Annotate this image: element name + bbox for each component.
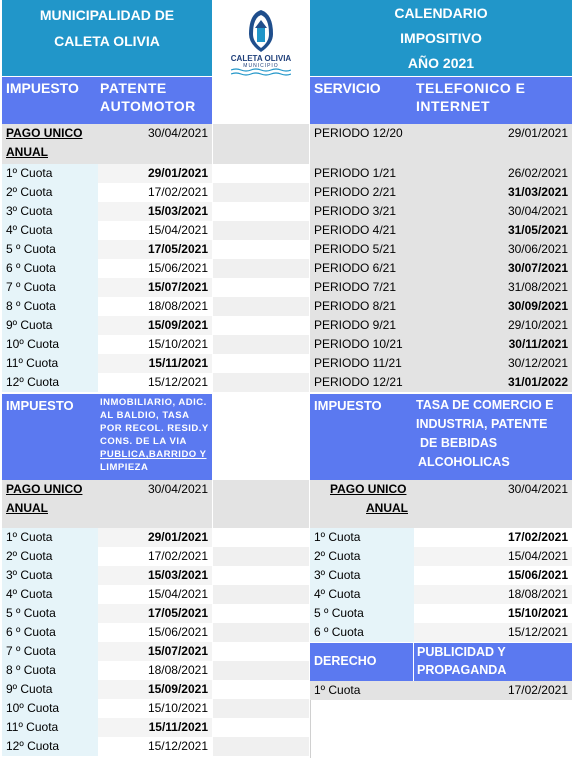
publicidad-desc-line2: PROPAGANDA — [417, 663, 507, 677]
telefonico-row-label: PERIODO 11/21 — [314, 356, 402, 370]
inmobiliario-row-date: 15/07/2021 — [147, 644, 208, 658]
inmobiliario-header — [2, 394, 212, 480]
patente-impuesto-label: IMPUESTO — [6, 80, 79, 96]
patente-row-label: 8 º Cuota — [6, 299, 56, 313]
inmobiliario-row-date: 15/11/2021 — [148, 720, 208, 734]
inmobiliario-row-label: 11º Cuota — [6, 720, 59, 734]
telefonico-row-label: PERIODO 6/21 — [314, 261, 397, 275]
publicidad-derecho-label: DERECHO — [314, 654, 377, 668]
mid-row-bg — [213, 604, 309, 623]
mid-row-bg — [213, 183, 309, 202]
mid-row-bg — [213, 373, 309, 392]
mid-row-bg — [213, 278, 309, 297]
patente-row-date: 15/11/2021 — [148, 356, 208, 370]
mid-header-gap — [213, 394, 309, 480]
publicidad-header — [310, 643, 572, 681]
logo-area — [213, 0, 309, 76]
comercio-row-label: 2º Cuota — [314, 549, 361, 563]
patente-row-label: 3º Cuota — [6, 204, 53, 218]
patente-row-date: 15/04/2021 — [147, 223, 208, 237]
mid-row-bg — [213, 259, 309, 278]
inmobiliario-row-date: 15/03/2021 — [147, 568, 208, 582]
patente-row-label: 12º Cuota — [6, 375, 60, 389]
calendar-title-line2: IMPOSITIVO — [400, 30, 482, 46]
mid-row-bg — [213, 202, 309, 221]
publicidad-row-date: 17/02/2021 — [507, 683, 568, 697]
mid-row-bg — [213, 585, 309, 604]
mid-row-bg — [213, 737, 309, 756]
inmobiliario-row-label: 12º Cuota — [6, 739, 60, 753]
comercio-desc-line4: ALCOHOLICAS — [418, 455, 510, 469]
inmobiliario-row-label: 7 º Cuota — [6, 644, 56, 658]
inmobiliario-row-label: 8 º Cuota — [6, 663, 56, 677]
patente-row-date: 15/07/2021 — [147, 280, 208, 294]
patente-row-label: 2º Cuota — [6, 185, 53, 199]
mid-row-bg — [213, 661, 309, 680]
inmobiliario-row-date: 15/12/2021 — [147, 739, 208, 753]
patente-row-label: 7 º Cuota — [6, 280, 56, 294]
top-mid-grey — [213, 124, 309, 164]
telefonico-row-label: PERIODO 2/21 — [314, 185, 397, 199]
mid-row-bg — [213, 240, 309, 259]
inmobiliario-pago-unico-line2: ANUAL — [6, 501, 48, 515]
comercio-impuesto-label: IMPUESTO — [314, 398, 382, 413]
patente-row-label: 5 º Cuota — [6, 242, 56, 256]
comercio-pago-unico-line1: PAGO UNICO — [330, 482, 407, 496]
telefonico-row-label: PERIODO 9/21 — [314, 318, 397, 332]
telefonico-row-label: PERIODO 12/21 — [314, 375, 403, 389]
patente-row-date: 15/03/2021 — [147, 204, 208, 218]
comercio-pago-unico-date: 30/04/2021 — [507, 482, 568, 496]
inmobiliario-row-label: 3º Cuota — [6, 568, 53, 582]
patente-row-date: 15/10/2021 — [147, 337, 208, 351]
comercio-row-date: 17/02/2021 — [507, 530, 568, 544]
comercio-row-label: 5 º Cuota — [314, 606, 364, 620]
inmobiliario-desc-line2: AL BALDIO, TASA — [100, 410, 190, 421]
telefonico-row-date: 30/06/2021 — [507, 242, 568, 256]
waves-icon — [231, 68, 291, 76]
mid-row-bg — [213, 335, 309, 354]
patente-row-label: 11º Cuota — [6, 356, 59, 370]
inmobiliario-desc-line5: PUBLICA,BARRIDO Y — [100, 449, 207, 460]
telefonico-row-date: 29/01/2021 — [507, 126, 568, 140]
municipality-title-line1: MUNICIPALIDAD DE — [39, 7, 175, 23]
patente-pago-unico-line1: PAGO UNICO — [6, 126, 83, 140]
patente-row-date: 15/06/2021 — [147, 261, 208, 275]
mid-row-bg — [213, 221, 309, 240]
mid-row-bg — [213, 547, 309, 566]
comercio-header — [310, 394, 572, 480]
inmobiliario-row-date: 15/06/2021 — [147, 625, 208, 639]
logo-text: CALETA OLIVIA — [230, 54, 292, 63]
comercio-desc — [416, 396, 554, 472]
inmobiliario-row-date: 15/04/2021 — [147, 587, 208, 601]
telefonico-row-label: PERIODO 1/21 — [314, 166, 397, 180]
telefonico-row-label: PERIODO 8/21 — [314, 299, 397, 313]
telefonico-row-date: 30/09/2021 — [507, 299, 568, 313]
patente-row-date: 17/02/2021 — [147, 185, 208, 199]
mid-row-bg — [213, 642, 309, 661]
publicidad-desc-divider — [413, 643, 414, 681]
inmobiliario-row-date: 29/01/2021 — [147, 530, 208, 544]
telefonico-row-date: 26/02/2021 — [507, 166, 568, 180]
inmobiliario-desc — [100, 396, 209, 474]
telefonico-row-date: 30/11/2021 — [508, 337, 568, 351]
mid-row-bg — [213, 164, 309, 183]
comercio-pago-unico-line2: ANUAL — [366, 501, 408, 515]
telefonico-row-date: 31/01/2022 — [507, 375, 568, 389]
header-right — [310, 0, 572, 76]
comercio-desc-line1: TASA DE COMERCIO E — [416, 398, 554, 412]
inmobiliario-pago-unico-line1: PAGO UNICO — [6, 482, 83, 496]
inmobiliario-desc-line3: POR RECOL. RESID.Y — [100, 423, 209, 434]
telefonico-row-date: 29/10/2021 — [507, 318, 568, 332]
comercio-row-label: 1º Cuota — [314, 530, 361, 544]
mid-row-bg — [213, 316, 309, 335]
header-gap-white — [213, 77, 309, 124]
inmobiliario-impuesto-label: IMPUESTO — [6, 398, 74, 413]
telefonico-row-date: 30/07/2021 — [507, 261, 568, 275]
mid-row-bg — [213, 680, 309, 699]
comercio-row-date: 15/12/2021 — [507, 625, 568, 639]
telefonico-row-label: PERIODO 7/21 — [314, 280, 397, 294]
telefonico-row-label: PERIODO 4/21 — [314, 223, 397, 237]
telefonico-header — [310, 77, 572, 124]
patente-row-label: 6 º Cuota — [6, 261, 56, 275]
publicidad-row-label: 1º Cuota — [314, 683, 361, 697]
patente-pago-unico-line2: ANUAL — [6, 145, 48, 159]
mid-row-bg — [213, 297, 309, 316]
municipality-title-line2: CALETA OLIVIA — [54, 33, 160, 49]
comercio-row-label: 3º Cuota — [314, 568, 361, 582]
patente-row-date: 18/08/2021 — [147, 299, 208, 313]
telefonico-row-date: 31/05/2021 — [507, 223, 568, 237]
mid-row-bg — [213, 623, 309, 642]
comercio-row-label: 4º Cuota — [314, 587, 361, 601]
comercio-row-label: 6 º Cuota — [314, 625, 364, 639]
telefonico-title-line1: TELEFONICO E — [416, 80, 526, 96]
calendar-title-line3: AÑO 2021 — [407, 55, 475, 71]
mid-row-bg — [213, 528, 309, 547]
inmobiliario-row-label: 2º Cuota — [6, 549, 53, 563]
telefonico-row-label: PERIODO 12/20 — [314, 126, 403, 140]
calendar-title-line1: CALENDARIO — [394, 5, 488, 21]
patente-row-date: 17/05/2021 — [147, 242, 208, 256]
inmobiliario-row-label: 1º Cuota — [6, 530, 53, 544]
comercio-row-date: 15/04/2021 — [507, 549, 568, 563]
mid-row-bg — [213, 718, 309, 737]
patente-title-line2: AUTOMOTOR — [100, 98, 196, 114]
patente-title-line1: PATENTE — [100, 80, 167, 96]
comercio-row-date: 15/10/2021 — [507, 606, 568, 620]
mid-row-bg — [213, 354, 309, 373]
telefonico-row-date: 30/12/2021 — [507, 356, 568, 370]
inmobiliario-pago-unico-date: 30/04/2021 — [147, 482, 208, 496]
inmobiliario-desc-line1: INMOBILIARIO, ADIC. — [100, 397, 207, 408]
patente-row-date: 15/12/2021 — [147, 375, 208, 389]
inmobiliario-row-label: 4º Cuota — [6, 587, 53, 601]
telefonico-row-label: PERIODO 10/21 — [314, 337, 403, 351]
inmobiliario-desc-line6: LIMPIEZA — [100, 462, 149, 473]
patente-row-date: 15/09/2021 — [147, 318, 208, 332]
telefonico-servicio-label: SERVICIO — [314, 80, 381, 96]
inmobiliario-row-date: 18/08/2021 — [147, 663, 208, 677]
inmobiliario-row-label: 6 º Cuota — [6, 625, 56, 639]
comercio-desc-line2: INDUSTRIA, PATENTE — [416, 417, 548, 431]
inmobiliario-row-date: 15/09/2021 — [147, 682, 208, 696]
telefonico-row-label: PERIODO 5/21 — [314, 242, 397, 256]
patente-pago-unico-date: 30/04/2021 — [147, 126, 208, 140]
comercio-desc-line3: DE BEBIDAS — [420, 436, 498, 450]
header-left — [2, 0, 212, 76]
patente-row-label: 1º Cuota — [6, 166, 53, 180]
patente-row-date: 29/01/2021 — [147, 166, 208, 180]
telefonico-row-label: PERIODO 3/21 — [314, 204, 397, 218]
telefonico-row-date: 30/04/2021 — [507, 204, 568, 218]
inmobiliario-desc-line4: CONS. DE LA VIA — [100, 436, 187, 447]
publicidad-desc-line1: PUBLICIDAD Y — [417, 645, 506, 659]
inmobiliario-row-label: 5 º Cuota — [6, 606, 56, 620]
inmobiliario-row-date: 17/05/2021 — [147, 606, 208, 620]
telefonico-row-date: 31/08/2021 — [507, 280, 568, 294]
inmobiliario-row-label: 10º Cuota — [6, 701, 60, 715]
telefonico-title-line2: INTERNET — [416, 98, 490, 114]
patente-header — [2, 77, 212, 124]
patente-row-label: 10º Cuota — [6, 337, 60, 351]
mid-row-bg — [213, 699, 309, 718]
comercio-row-date: 18/08/2021 — [507, 587, 568, 601]
logo-subtext: MUNICIPIO — [243, 63, 279, 69]
inmobiliario-row-date: 15/10/2021 — [147, 701, 208, 715]
inmobiliario-row-label: 9º Cuota — [6, 682, 53, 696]
publicidad-empty-area — [310, 700, 572, 758]
bottom-mid-grey — [213, 480, 309, 528]
inmobiliario-row-date: 17/02/2021 — [147, 549, 208, 563]
patente-row-label: 4º Cuota — [6, 223, 53, 237]
patente-row-label: 9º Cuota — [6, 318, 53, 332]
comercio-row-date: 15/06/2021 — [507, 568, 568, 582]
telefonico-row-date: 31/03/2021 — [507, 185, 568, 199]
mid-row-bg — [213, 566, 309, 585]
